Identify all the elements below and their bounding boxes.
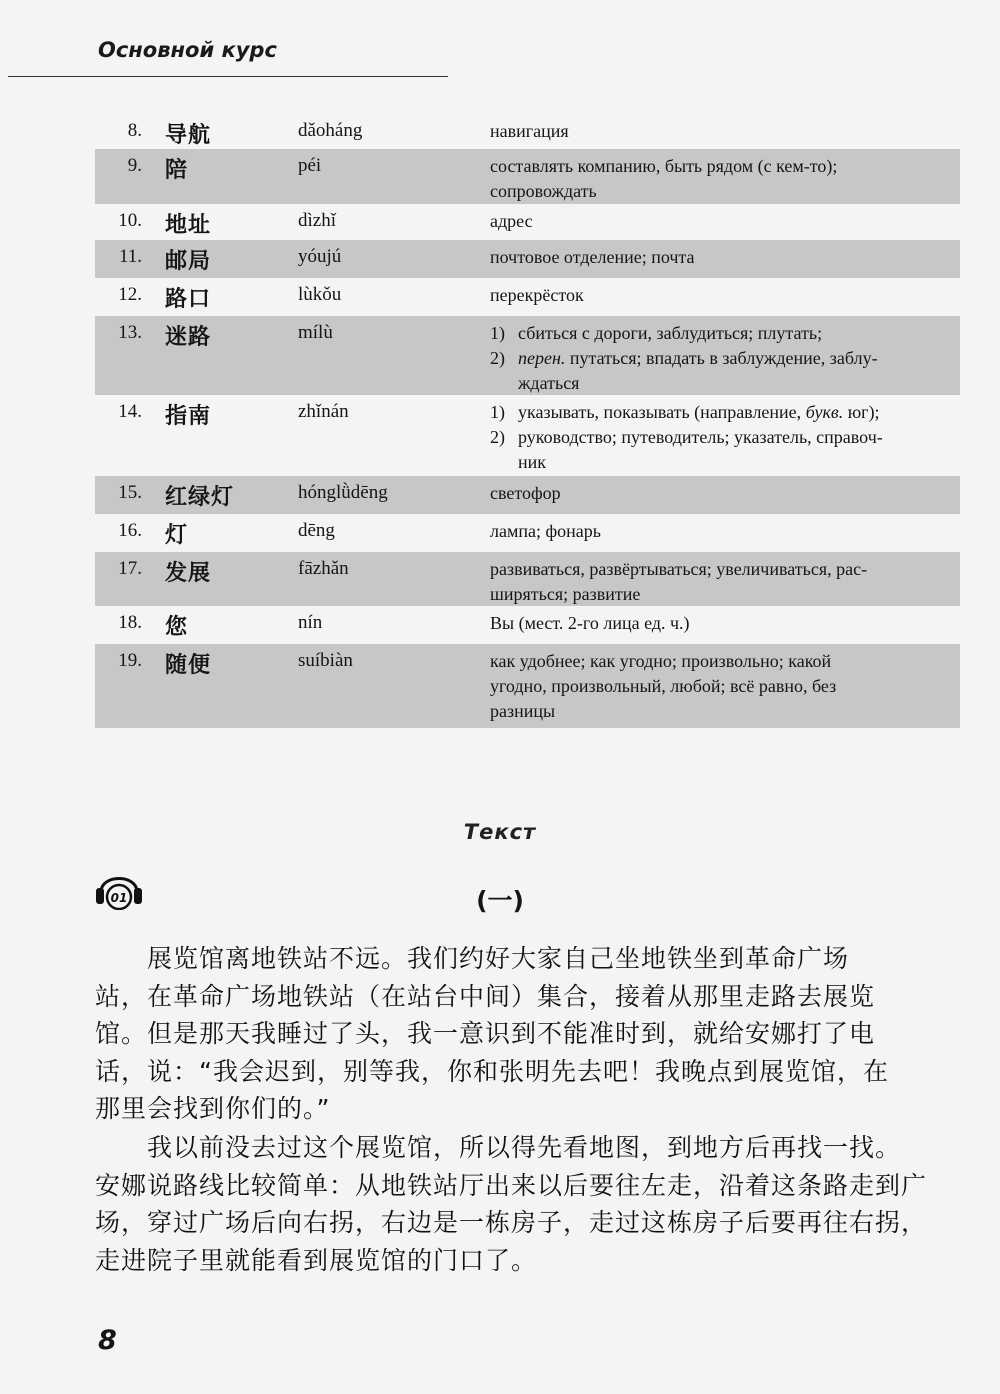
vocab-row <box>95 552 960 606</box>
page-number: 8 <box>98 1325 117 1356</box>
text-line: 馆。但是那天我睡过了头，我一意识到不能准时到，就给安娜打了电 <box>95 1019 876 1048</box>
vocab-hanzi: 陪 <box>165 158 189 183</box>
vocab-meaning <box>490 649 950 724</box>
meaning-line: составлять компанию, быть рядом (с кем-то); <box>490 156 838 176</box>
vocab-row <box>95 240 960 278</box>
vocab-number: 18. <box>118 612 142 633</box>
vocab-pinyin: péi <box>298 155 322 176</box>
vocab-number: 13. <box>118 322 142 343</box>
vocab-row <box>95 204 960 240</box>
vocab-row <box>95 514 960 552</box>
vocab-sense <box>490 425 950 475</box>
meaning-line: навигация <box>490 121 569 141</box>
text-line: 话，说：“我会迟到，别等我，你和张明先去吧！我晚点到展览馆，在 <box>95 1056 889 1086</box>
sense-number: 2) <box>490 427 505 447</box>
vocab-row <box>95 149 960 204</box>
meaning-line: перекрёсток <box>490 285 584 305</box>
vocab-hanzi: 地址 <box>165 213 212 238</box>
sense-text <box>518 321 950 346</box>
vocab-pinyin: suíbiàn <box>298 650 353 671</box>
meaning-line: разницы <box>490 701 556 721</box>
vocab-number: 19. <box>118 650 142 671</box>
vocab-meaning <box>490 283 950 308</box>
vocab-pinyin: nín <box>298 612 323 633</box>
text-line: 那里会找到你们的。” <box>95 1094 331 1123</box>
vocab-hanzi: 您 <box>165 615 189 640</box>
sense-line: руководство; путеводитель; указатель, справоч- <box>518 427 883 447</box>
running-title: Основной курс <box>98 38 277 62</box>
vocab-number: 11. <box>118 246 142 267</box>
vocab-meaning <box>490 557 950 607</box>
text-line: 展览馆离地铁站不远。我们约好大家自己坐地铁坐到革命广场 <box>95 944 850 973</box>
paragraph-1 <box>95 940 963 1128</box>
vocab-pinyin: hónglǜdēng <box>298 482 388 503</box>
sense-line: перен. путаться; впадать в заблуждение, заблу- <box>518 348 878 368</box>
vocab-meaning <box>490 611 950 636</box>
text-line: 安娜说路线比较简单：从地铁站厅出来以后要往左走，沿着这条路走到广 <box>95 1170 928 1200</box>
vocab-meaning <box>490 321 950 396</box>
sense-number: 1) <box>490 323 505 343</box>
meaning-line: развиваться, развёртываться; увеличиваться, рас- <box>490 559 868 579</box>
header-rule <box>8 76 448 77</box>
vocab-number: 9. <box>127 155 142 176</box>
vocabulary-table <box>95 114 960 728</box>
vocab-number: 15. <box>118 482 142 503</box>
vocab-pinyin: dēng <box>298 520 335 541</box>
vocab-row <box>95 395 960 476</box>
vocab-hanzi: 发展 <box>165 561 212 586</box>
vocab-sense <box>490 321 950 346</box>
vocab-sense <box>490 400 950 425</box>
meaning-line: сопровождать <box>490 181 597 201</box>
vocab-number: 17. <box>118 558 142 579</box>
vocab-number: 14. <box>118 401 142 422</box>
vocab-meaning <box>490 481 950 506</box>
vocab-sense <box>490 346 950 396</box>
sense-number: 2) <box>490 348 505 368</box>
vocab-pinyin: yóujú <box>298 246 342 267</box>
vocab-pinyin: zhǐnán <box>298 401 349 422</box>
vocab-hanzi: 路口 <box>165 287 212 312</box>
meaning-line: Вы (мест. 2-го лица ед. ч.) <box>490 613 690 633</box>
sense-text <box>518 425 950 475</box>
vocab-number: 8. <box>127 120 142 141</box>
meaning-line: почтовое отделение; почта <box>490 247 695 267</box>
vocab-hanzi: 指南 <box>165 404 212 429</box>
vocab-hanzi: 红绿灯 <box>165 485 235 510</box>
vocab-pinyin: dìzhǐ <box>298 210 336 231</box>
meaning-line: светофор <box>490 483 561 503</box>
vocab-number: 10. <box>118 210 142 231</box>
sense-line: ник <box>518 452 547 472</box>
text-line: 场，穿过广场后向右拐，右边是一栋房子，走过这栋房子后要再往右拐， <box>95 1208 928 1237</box>
vocab-hanzi: 随便 <box>165 653 212 678</box>
vocab-pinyin: lùkǒu <box>298 284 342 305</box>
vocab-meaning <box>490 154 950 204</box>
sense-number: 1) <box>490 402 505 422</box>
paragraph-2 <box>95 1129 963 1279</box>
section-title: Текст <box>463 820 537 844</box>
audio-track-number: 01 <box>110 891 128 905</box>
vocab-number: 12. <box>118 284 142 305</box>
vocab-hanzi: 导航 <box>165 123 212 148</box>
sense-line: указывать, показывать (направление, букв. юг); <box>518 402 880 422</box>
sense-text <box>518 400 950 425</box>
meaning-line: ширяться; развитие <box>490 584 641 604</box>
meaning-line: адрес <box>490 211 533 231</box>
vocab-meaning <box>490 400 950 475</box>
vocab-pinyin: mílù <box>298 322 333 343</box>
vocab-row <box>95 644 960 728</box>
vocab-meaning <box>490 119 950 144</box>
vocab-row <box>95 114 960 149</box>
vocab-meaning <box>490 209 950 234</box>
vocab-row <box>95 606 960 644</box>
vocab-meaning <box>490 245 950 270</box>
vocab-meaning <box>490 519 950 544</box>
text-line: 走进院子里就能看到展览馆的门口了。 <box>95 1245 538 1275</box>
vocab-hanzi: 迷路 <box>165 325 212 350</box>
vocab-hanzi: 灯 <box>165 523 189 548</box>
vocab-row <box>95 476 960 514</box>
sense-text <box>518 346 950 396</box>
vocab-row <box>95 316 960 395</box>
meaning-line: угодно, произвольный, любой; всё равно, без <box>490 676 837 696</box>
vocab-hanzi: 邮局 <box>165 249 212 274</box>
vocab-pinyin: dǎoháng <box>298 120 363 141</box>
sense-line: сбиться с дороги, заблудиться; плутать; <box>518 323 823 343</box>
meaning-line: как удобнее; как угодно; произвольно; какой <box>490 651 832 671</box>
sense-line: ждаться <box>518 373 580 393</box>
text-subheading: (一) <box>476 886 524 915</box>
meaning-line: лампа; фонарь <box>490 521 601 541</box>
vocab-number: 16. <box>118 520 142 541</box>
text-line: 站，在革命广场地铁站（在站台中间）集合，接着从那里走路去展览 <box>95 981 876 1011</box>
vocab-pinyin: fāzhǎn <box>298 558 349 579</box>
vocab-row <box>95 278 960 316</box>
text-line: 我以前没去过这个展览馆，所以得先看地图，到地方后再找一找。 <box>95 1133 902 1162</box>
